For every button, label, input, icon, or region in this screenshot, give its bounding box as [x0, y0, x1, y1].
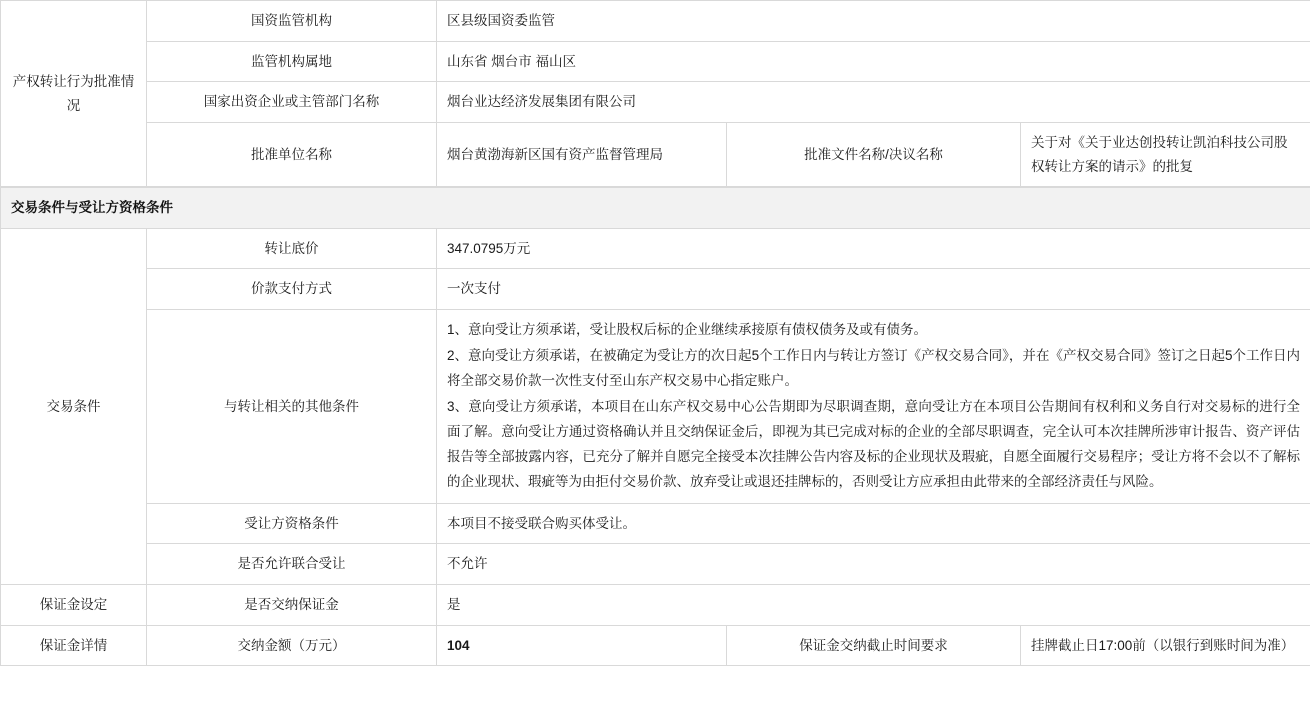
table-row: [1, 503, 1310, 544]
payment-method-value: 一次支付: [437, 269, 1310, 310]
deposit-deadline-value: 挂牌截止日17:00前（以银行到账时间为准）: [1021, 625, 1310, 666]
approval-unit-value: 烟台黄渤海新区国有资产监督管理局: [437, 122, 727, 186]
qualification-value: 本项目不接受联合购买体受让。: [437, 503, 1310, 544]
other-terms-label: 与转让相关的其他条件: [147, 310, 437, 504]
other-terms-item: 3、意向受让方须承诺，本项目在山东产权交易中心公告期即为尽职调查期，意向受让方在本项目公告期间有权利和义务自行对交易标的进行全面了解。意向受让方通过资格确认并且交纳保证金后，即视为其已完成对标的企业的全部尽职调查，完全认可本次挂牌所涉审计报告、资产评估报告等全部披露内容，已充分了解并自愿完全接受本次挂牌公告内容及标的企业现状及瑕疵，自愿全面履行交易程序；受让方将不会以不了解标的企业现状、瑕疵等为由拒付交易价款、放弃受让或退还挂牌标的，否则受让方应承担由此带来的全部经济责任与风险。: [447, 398, 1301, 489]
deposit-setting-label: 保证金设定: [1, 585, 147, 626]
approval-block-label: 产权转让行为批准情况: [1, 1, 147, 187]
state-enterprise-value: 烟台业达经济发展集团有限公司: [437, 82, 1310, 123]
other-terms-item: 1、意向受让方须承诺，受让股权后标的企业继续承接原有债权债务及或有债务。: [447, 322, 928, 337]
state-enterprise-label: 国家出资企业或主管部门名称: [147, 82, 437, 123]
regulator-location-label: 监管机构属地: [147, 41, 437, 82]
approval-doc-value: 关于对《关于业达创投转让凯泊科技公司股权转让方案的请示》的批复: [1021, 122, 1310, 186]
table-row: [1, 122, 1310, 186]
base-price-value: 347.0795万元: [437, 228, 1310, 269]
table-row: [1, 188, 1310, 229]
deposit-detail-label: 保证金详情: [1, 625, 147, 666]
table-row: [1, 41, 1310, 82]
deposit-deadline-label: 保证金交纳截止时间要求: [727, 625, 1021, 666]
deposit-required-value: 是: [437, 585, 1310, 626]
table-row: [1, 585, 1310, 626]
table-row: [1, 269, 1310, 310]
other-terms-item: 2、意向受让方须承诺，在被确定为受让方的次日起5个工作日内与转让方签订《产权交易合同》，并在《产权交易合同》签订之日起5个工作日内将全部交易价款一次性支付至山东产权交易中心指定账户。: [447, 347, 1301, 388]
regulator-value: 区县级国资委监管: [437, 1, 1310, 42]
regulator-location-value: 山东省 烟台市 福山区: [437, 41, 1310, 82]
approval-unit-label: 批准单位名称: [147, 122, 437, 186]
deposit-required-label: 是否交纳保证金: [147, 585, 437, 626]
table-row: [1, 625, 1310, 666]
table-row: [1, 82, 1310, 123]
table-row: [1, 1, 1310, 42]
trade-group-label: 交易条件: [1, 228, 147, 584]
regulator-label: 国资监管机构: [147, 1, 437, 42]
qualification-label: 受让方资格条件: [147, 503, 437, 544]
table-row: [1, 228, 1310, 269]
approval-table: [0, 0, 1310, 187]
approval-doc-label: 批准文件名称/决议名称: [727, 122, 1021, 186]
table-row: [1, 544, 1310, 585]
table-row: [1, 310, 1310, 504]
other-terms-value: [437, 310, 1310, 504]
payment-method-label: 价款支付方式: [147, 269, 437, 310]
deposit-amount-value: 104: [437, 625, 727, 666]
deposit-amount-label: 交纳金额（万元）: [147, 625, 437, 666]
trade-conditions-table: [0, 187, 1310, 666]
section-title: 交易条件与受让方资格条件: [1, 188, 1310, 229]
joint-transfer-label: 是否允许联合受让: [147, 544, 437, 585]
base-price-label: 转让底价: [147, 228, 437, 269]
joint-transfer-value: 不允许: [437, 544, 1310, 585]
